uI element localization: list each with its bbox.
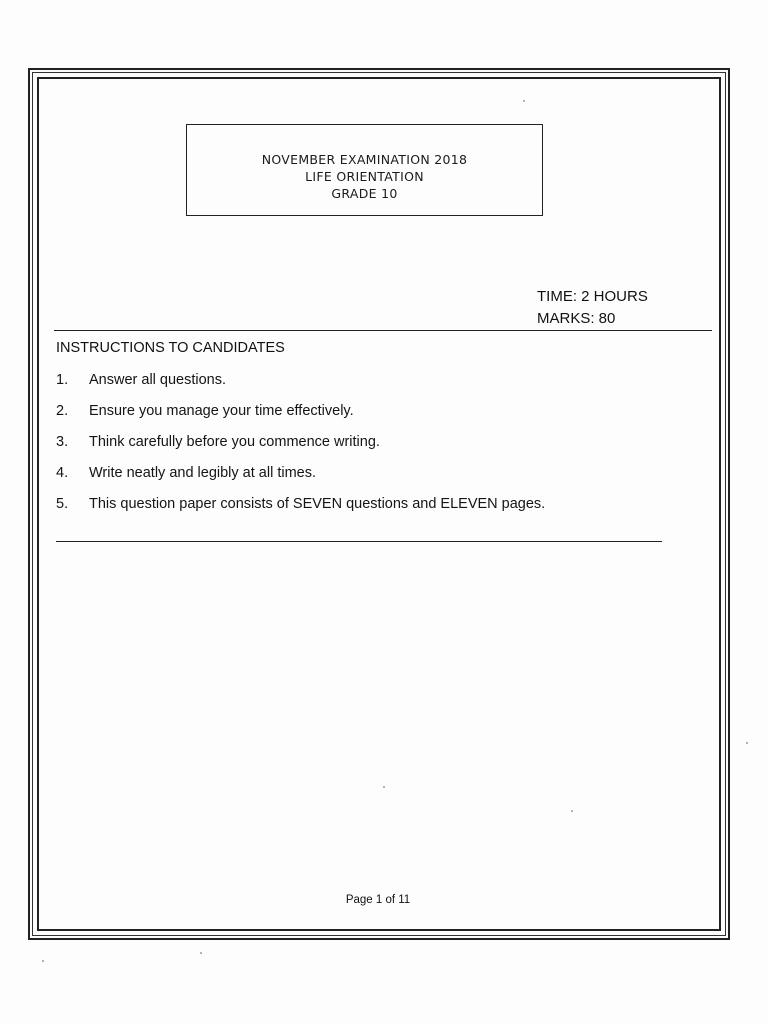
scan-speck (42, 960, 44, 962)
instruction-text: Ensure you manage your time effectively. (89, 403, 354, 419)
instruction-item (56, 493, 545, 524)
instruction-item (56, 400, 545, 431)
instruction-number: 4. (56, 465, 69, 481)
instructions-list (56, 369, 545, 524)
scan-speck (746, 742, 748, 744)
scan-speck (383, 786, 385, 788)
exam-session-title: NOVEMBER EXAMINATION 2018 (261, 152, 468, 167)
instructions-heading: INSTRUCTIONS TO CANDIDATES (56, 340, 285, 356)
instruction-text: Write neatly and legibly at all times. (89, 465, 317, 481)
instruction-text: Think carefully before you commence writing. (89, 434, 380, 450)
instruction-number: 5. (56, 496, 69, 512)
instruction-number: 2. (56, 403, 69, 419)
scan-speck (571, 810, 573, 812)
divider-top (54, 330, 712, 331)
exam-time: TIME: 2 HOURS (537, 288, 648, 305)
exam-grade: GRADE 10 (331, 186, 398, 201)
instruction-item (56, 369, 545, 400)
exam-title-box (186, 124, 543, 216)
instruction-text: Answer all questions. (89, 372, 227, 388)
exam-subject: LIFE ORIENTATION (305, 169, 424, 184)
instruction-text: This question paper consists of SEVEN questions and ELEVEN pages. (89, 496, 546, 512)
exam-marks: MARKS: 80 (537, 310, 616, 327)
instruction-number: 3. (56, 434, 69, 450)
scan-speck (523, 100, 525, 102)
instruction-number: 1. (56, 372, 69, 388)
exam-meta (537, 286, 648, 330)
instruction-item (56, 462, 545, 493)
instruction-item (56, 431, 545, 462)
scan-speck (200, 952, 202, 954)
divider-bottom (56, 541, 662, 542)
page-number: Page 1 of 11 (345, 894, 411, 906)
